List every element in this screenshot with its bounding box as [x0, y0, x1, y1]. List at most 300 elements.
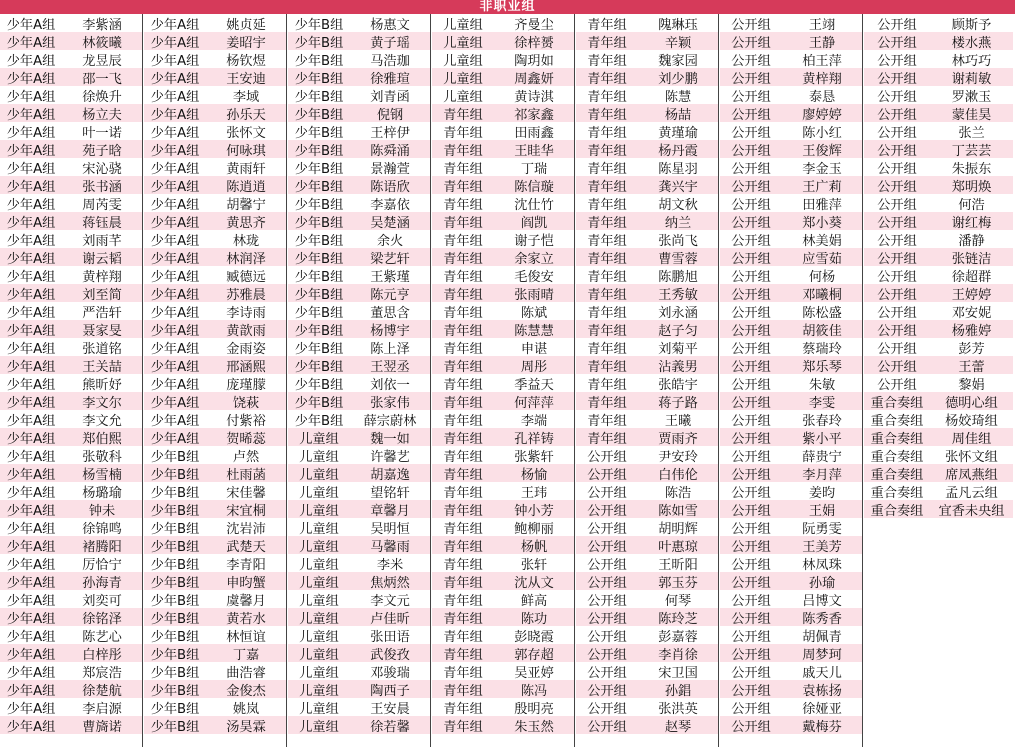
roster-row	[720, 536, 862, 554]
name-cell: 刘奕可	[82, 593, 122, 609]
name-cell: 胡明辉	[658, 521, 698, 537]
name-cell: 陈逍逍	[226, 179, 266, 195]
group-cell: 青年组	[443, 413, 483, 429]
group-cell: 少年A组	[6, 269, 56, 285]
roster-row	[288, 680, 430, 698]
roster-row	[576, 104, 718, 122]
group-cell: 公开组	[587, 503, 627, 519]
group-cell: 重合奏组	[870, 431, 924, 447]
roster-row	[576, 518, 718, 536]
group-cell: 青年组	[587, 341, 627, 357]
group-cell: 儿童组	[443, 17, 483, 33]
group-cell: 公开组	[587, 449, 627, 465]
roster-row	[576, 356, 718, 374]
group-cell: 少年A组	[6, 287, 56, 303]
roster-row	[576, 464, 718, 482]
group-cell: 公开组	[731, 197, 771, 213]
group-cell: 青年组	[587, 53, 627, 69]
name-cell: 王娟	[808, 503, 836, 519]
group-cell: 青年组	[443, 557, 483, 573]
group-cell: 少年A组	[150, 251, 200, 267]
group-cell: 少年A组	[6, 107, 56, 123]
group-cell: 公开组	[731, 701, 771, 717]
group-cell: 公开组	[877, 17, 917, 33]
roster-row	[864, 482, 1013, 500]
name-cell: 张雨晴	[514, 287, 554, 303]
roster-row	[144, 644, 286, 662]
roster-row	[864, 338, 1013, 356]
group-cell: 儿童组	[299, 611, 339, 627]
name-cell: 陈慧	[664, 89, 692, 105]
group-cell: 少年A组	[6, 449, 56, 465]
roster-row	[432, 194, 574, 212]
name-cell: 白伟伦	[658, 467, 698, 483]
roster-row	[576, 230, 718, 248]
name-cell: 楼水燕	[951, 35, 992, 51]
roster-row	[288, 392, 430, 410]
group-cell: 公开组	[731, 521, 771, 537]
name-cell: 白梓彤	[82, 647, 122, 663]
group-cell: 少年B组	[150, 593, 200, 609]
group-cell: 公开组	[877, 377, 917, 393]
group-cell: 少年B组	[150, 701, 200, 717]
group-cell: 少年B组	[294, 377, 344, 393]
roster-row	[576, 86, 718, 104]
name-cell: 卢然	[232, 449, 260, 465]
group-cell: 公开组	[877, 179, 917, 195]
group-cell: 少年B组	[294, 89, 344, 105]
name-cell: 徐超群	[951, 269, 992, 285]
name-cell: 林凤珠	[802, 557, 842, 573]
roster-row	[288, 698, 430, 716]
roster-row	[432, 428, 574, 446]
group-cell: 儿童组	[299, 629, 339, 645]
group-cell: 少年A组	[150, 125, 200, 141]
name-cell: 张紫轩	[514, 449, 554, 465]
name-cell: 付紫裕	[226, 413, 266, 429]
group-cell: 公开组	[877, 305, 917, 321]
group-cell: 公开组	[877, 71, 917, 87]
roster-row	[576, 410, 718, 428]
roster-row	[720, 392, 862, 410]
roster-row	[864, 248, 1013, 266]
group-cell: 重合奏组	[870, 485, 924, 501]
roster-row	[432, 500, 574, 518]
name-cell: 何萍萍	[514, 395, 554, 411]
roster-row	[864, 500, 1013, 518]
name-cell: 叶惠琼	[658, 539, 698, 555]
group-cell: 少年A组	[6, 323, 56, 339]
group-cell: 儿童组	[299, 683, 339, 699]
group-cell: 少年A组	[6, 251, 56, 267]
group-cell: 公开组	[731, 323, 771, 339]
group-cell: 公开组	[731, 503, 771, 519]
roster-row	[0, 302, 142, 320]
group-cell: 青年组	[587, 251, 627, 267]
group-cell: 少年A组	[150, 377, 200, 393]
roster-row	[864, 374, 1013, 392]
name-cell: 周鑫妍	[514, 71, 554, 87]
name-cell: 朱敏	[808, 377, 836, 393]
group-cell: 少年A组	[6, 593, 56, 609]
name-cell: 徐铭泽	[82, 611, 122, 627]
name-cell: 李月萍	[802, 467, 842, 483]
roster-row	[720, 14, 862, 32]
roster-row	[576, 158, 718, 176]
roster-row	[288, 536, 430, 554]
name-cell: 熊昕妤	[82, 377, 122, 393]
name-cell: 郑乐琴	[802, 359, 842, 375]
roster-row	[576, 14, 718, 32]
name-cell: 祁家鑫	[514, 107, 554, 123]
group-cell: 少年A组	[6, 611, 56, 627]
name-cell: 殷明亮	[514, 701, 554, 717]
group-cell: 青年组	[443, 575, 483, 591]
name-cell: 虞馨月	[226, 593, 266, 609]
group-cell: 少年A组	[6, 71, 56, 87]
group-cell: 青年组	[587, 377, 627, 393]
roster-row	[0, 554, 142, 572]
group-cell: 公开组	[731, 269, 771, 285]
roster-row	[0, 194, 142, 212]
group-cell: 公开组	[877, 35, 917, 51]
name-cell: 倪钢	[376, 107, 404, 123]
name-cell: 蒋钰晨	[82, 215, 122, 231]
name-cell: 周芮雯	[82, 197, 122, 213]
group-cell: 公开组	[587, 719, 627, 735]
group-cell: 少年A组	[6, 143, 56, 159]
roster-row	[864, 140, 1013, 158]
name-cell: 王眭华	[514, 143, 554, 159]
name-cell: 张怀文	[226, 125, 266, 141]
roster-row	[432, 482, 574, 500]
name-cell: 郭存超	[514, 647, 554, 663]
name-cell: 吴亚婷	[514, 665, 554, 681]
group-cell: 公开组	[731, 377, 771, 393]
name-cell: 丁嘉	[232, 647, 260, 663]
name-cell: 孙瑜	[808, 575, 836, 591]
roster-row	[432, 284, 574, 302]
name-cell: 余家立	[514, 251, 554, 267]
name-cell: 王婷婷	[951, 287, 992, 303]
group-cell: 重合奏组	[870, 503, 924, 519]
roster-row	[720, 194, 862, 212]
roster-row	[144, 464, 286, 482]
roster-row	[576, 68, 718, 86]
name-cell: 马浩珈	[370, 53, 410, 69]
roster-row	[720, 320, 862, 338]
name-cell: 袁栋扬	[802, 683, 842, 699]
group-cell: 公开组	[877, 197, 917, 213]
roster-row	[576, 50, 718, 68]
group-cell: 青年组	[443, 683, 483, 699]
name-cell: 王安晨	[370, 701, 410, 717]
name-cell: 陶玥如	[514, 53, 554, 69]
roster-row	[144, 716, 286, 734]
name-cell: 谢莉敏	[951, 71, 992, 87]
group-cell: 儿童组	[299, 521, 339, 537]
group-cell: 公开组	[587, 683, 627, 699]
name-cell: 王玮	[520, 485, 548, 501]
name-cell: 徐若馨	[370, 719, 410, 735]
group-cell: 儿童组	[299, 449, 339, 465]
group-cell: 儿童组	[443, 53, 483, 69]
name-cell: 李文尔	[82, 395, 122, 411]
name-cell: 陈慧慧	[514, 323, 554, 339]
group-cell: 少年A组	[150, 89, 200, 105]
group-cell: 青年组	[443, 503, 483, 519]
name-cell: 王曦	[664, 413, 692, 429]
roster-row	[576, 572, 718, 590]
name-cell: 李文元	[370, 593, 410, 609]
roster-row	[0, 518, 142, 536]
name-cell: 胡馨宁	[226, 197, 266, 213]
group-cell: 青年组	[443, 143, 483, 159]
name-cell: 张皓宇	[658, 377, 698, 393]
group-cell: 少年A组	[6, 35, 56, 51]
group-cell: 少年A组	[6, 197, 56, 213]
roster-row	[0, 392, 142, 410]
roster-row	[0, 14, 142, 32]
roster-row	[576, 500, 718, 518]
group-cell: 少年A组	[150, 161, 200, 177]
roster-row	[720, 122, 862, 140]
group-cell: 少年A组	[6, 53, 56, 69]
roster-row	[720, 176, 862, 194]
group-cell: 少年B组	[150, 557, 200, 573]
group-cell: 公开组	[731, 341, 771, 357]
name-cell: 何浩	[958, 197, 985, 213]
group-cell: 少年A组	[150, 323, 200, 339]
roster-row	[432, 338, 574, 356]
name-cell: 张家伟	[370, 395, 410, 411]
roster-row	[720, 374, 862, 392]
group-cell: 公开组	[731, 485, 771, 501]
group-cell: 少年A组	[6, 701, 56, 717]
roster-row	[432, 554, 574, 572]
group-cell: 公开组	[587, 575, 627, 591]
roster-row	[432, 680, 574, 698]
group-cell: 青年组	[587, 269, 627, 285]
name-cell: 彭晓霞	[514, 629, 554, 645]
name-cell: 陈鹏旭	[658, 269, 698, 285]
roster-row	[144, 230, 286, 248]
roster-row	[0, 230, 142, 248]
roster-row	[576, 320, 718, 338]
name-cell: 宋佳馨	[226, 485, 266, 501]
roster-row	[144, 338, 286, 356]
group-cell: 少年B组	[294, 359, 344, 375]
roster-row	[0, 122, 142, 140]
group-cell: 少年B组	[294, 143, 344, 159]
name-cell: 戴梅芬	[802, 719, 842, 735]
group-cell: 公开组	[731, 719, 771, 735]
group-cell: 公开组	[731, 449, 771, 465]
column-divider	[574, 14, 575, 747]
roster-row	[864, 320, 1013, 338]
roster-row	[288, 572, 430, 590]
name-cell: 朱振东	[951, 161, 992, 177]
name-cell: 贺晞蕊	[226, 431, 266, 447]
name-cell: 陈小红	[802, 125, 842, 141]
roster-row	[432, 14, 574, 32]
name-cell: 蒋子路	[658, 395, 698, 411]
group-cell: 公开组	[731, 53, 771, 69]
name-cell: 黄雨轩	[226, 161, 266, 177]
name-cell: 胡筱佳	[802, 323, 842, 339]
roster-row	[0, 284, 142, 302]
group-cell: 少年A组	[6, 161, 56, 177]
name-cell: 苑子晗	[82, 143, 122, 159]
group-cell: 儿童组	[299, 431, 339, 447]
group-cell: 青年组	[587, 107, 627, 123]
roster-row	[144, 176, 286, 194]
group-cell: 公开组	[731, 557, 771, 573]
roster-row	[144, 392, 286, 410]
group-cell: 少年A组	[6, 17, 56, 33]
roster-row	[144, 158, 286, 176]
group-cell: 儿童组	[299, 485, 339, 501]
name-cell: 阮勇雯	[802, 521, 842, 537]
group-cell: 青年组	[443, 377, 483, 393]
group-cell: 少年A组	[6, 467, 56, 483]
name-cell: 马馨雨	[370, 539, 410, 555]
roster-row	[432, 536, 574, 554]
group-cell: 少年A组	[150, 17, 200, 33]
group-cell: 少年A组	[6, 377, 56, 393]
group-cell: 少年A组	[6, 665, 56, 681]
name-cell: 德明心组	[945, 395, 998, 411]
roster-row	[576, 680, 718, 698]
group-cell: 青年组	[443, 395, 483, 411]
name-cell: 李肖徐	[658, 647, 698, 663]
roster-row	[144, 32, 286, 50]
group-cell: 公开组	[731, 35, 771, 51]
group-cell: 公开组	[731, 305, 771, 321]
group-cell: 青年组	[587, 89, 627, 105]
name-cell: 李紫涵	[82, 17, 122, 33]
group-cell: 青年组	[443, 161, 483, 177]
group-cell: 少年B组	[150, 629, 200, 645]
roster-row	[576, 482, 718, 500]
name-cell: 宜香未央组	[938, 503, 1005, 519]
roster-row	[288, 446, 430, 464]
group-cell: 公开组	[731, 647, 771, 663]
roster-row	[432, 410, 574, 428]
group-cell: 重合奏组	[870, 413, 924, 429]
name-cell: 陈秀香	[802, 611, 842, 627]
group-cell: 青年组	[443, 719, 483, 735]
name-cell: 宋宜桐	[226, 503, 266, 519]
name-cell: 许馨艺	[370, 449, 410, 465]
group-cell: 少年A组	[150, 233, 200, 249]
roster-row	[720, 32, 862, 50]
roster-row	[144, 680, 286, 698]
group-cell: 青年组	[587, 71, 627, 87]
roster-row	[144, 284, 286, 302]
name-cell: 黄瑾瑜	[658, 125, 698, 141]
roster-row	[288, 644, 430, 662]
name-cell: 饶萩	[232, 395, 260, 411]
group-cell: 少年B组	[150, 611, 200, 627]
roster-row	[144, 518, 286, 536]
group-cell: 青年组	[587, 323, 627, 339]
roster-row	[432, 302, 574, 320]
name-cell: 林美娟	[802, 233, 842, 249]
name-cell: 臧德远	[226, 269, 266, 285]
column-divider	[142, 14, 143, 747]
roster-row	[288, 626, 430, 644]
roster-row	[0, 680, 142, 698]
roster-row	[144, 302, 286, 320]
name-cell: 杜雨菡	[226, 467, 266, 483]
group-cell: 公开组	[877, 161, 917, 177]
name-cell: 武楚天	[226, 539, 266, 555]
name-cell: 阎凯	[520, 215, 548, 231]
name-cell: 杨雪楠	[82, 467, 122, 483]
group-cell: 公开组	[587, 593, 627, 609]
roster-row	[576, 608, 718, 626]
roster-row	[720, 662, 862, 680]
name-cell: 吕博文	[802, 593, 842, 609]
name-cell: 张田语	[370, 629, 410, 645]
name-cell: 宋沁骁	[82, 161, 122, 177]
name-cell: 尹安玲	[658, 449, 698, 465]
name-cell: 王秀敏	[658, 287, 698, 303]
name-cell: 张洪英	[658, 701, 698, 717]
group-cell: 重合奏组	[870, 467, 924, 483]
name-cell: 鲜高	[520, 593, 548, 609]
group-cell: 公开组	[587, 557, 627, 573]
group-cell: 公开组	[587, 521, 627, 537]
name-cell: 聂家旻	[82, 323, 122, 339]
group-cell: 少年B组	[294, 197, 344, 213]
roster-row	[720, 626, 862, 644]
group-cell: 少年B组	[294, 17, 344, 33]
name-cell: 顾斯予	[951, 17, 992, 33]
name-cell: 褚腾阳	[82, 539, 122, 555]
roster-row	[0, 662, 142, 680]
roster-row	[432, 572, 574, 590]
group-cell: 公开组	[731, 179, 771, 195]
name-cell: 魏家园	[658, 53, 698, 69]
name-cell: 张春玲	[802, 413, 842, 429]
group-cell: 青年组	[443, 701, 483, 717]
name-cell: 赵子匀	[658, 323, 698, 339]
name-cell: 章馨月	[370, 503, 410, 519]
roster-row	[288, 374, 430, 392]
group-cell: 儿童组	[443, 89, 483, 105]
group-cell: 少年B组	[294, 341, 344, 357]
group-cell: 青年组	[443, 629, 483, 645]
name-cell: 陈松盛	[802, 305, 842, 321]
group-cell: 公开组	[731, 467, 771, 483]
sheet-title: 非职业组	[0, 0, 1015, 14]
name-cell: 孔祥铸	[514, 431, 554, 447]
roster-row	[720, 428, 862, 446]
name-cell: 孟凡云组	[945, 485, 998, 501]
group-cell: 青年组	[443, 341, 483, 357]
group-cell: 公开组	[877, 53, 917, 69]
roster-row	[0, 716, 142, 734]
group-cell: 青年组	[587, 161, 627, 177]
roster-row	[720, 212, 862, 230]
roster-row	[432, 122, 574, 140]
group-cell: 少年B组	[294, 125, 344, 141]
roster-row	[144, 662, 286, 680]
group-cell: 公开组	[731, 17, 771, 33]
name-cell: 景瀚萱	[370, 161, 410, 177]
